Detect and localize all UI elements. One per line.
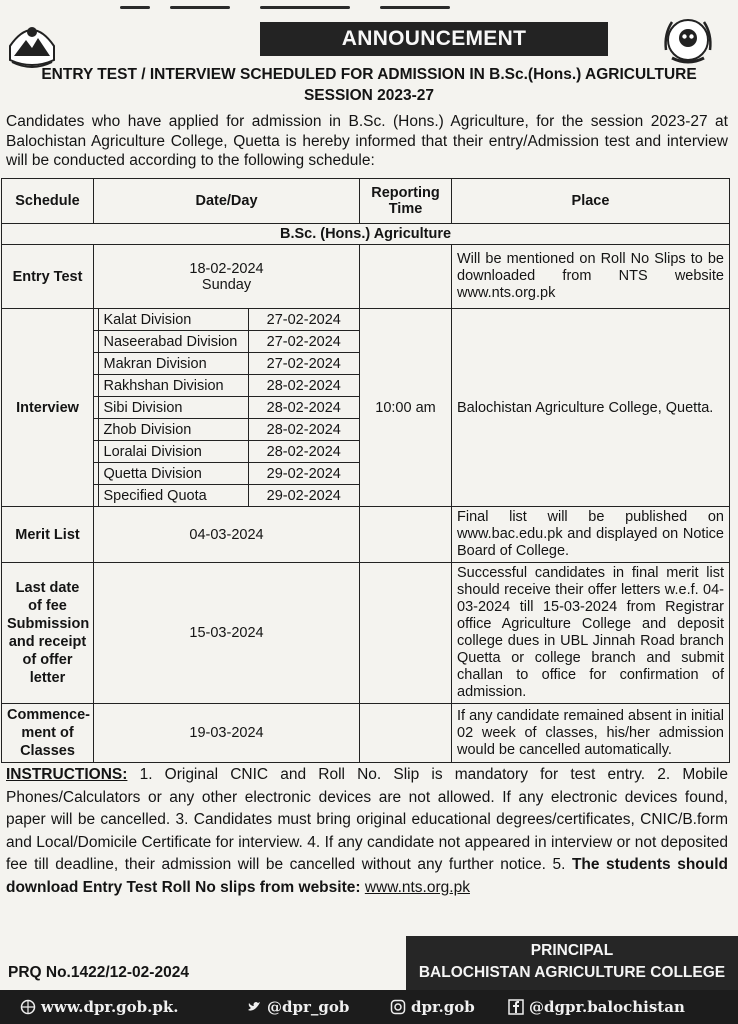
merit-list-place: Final list will be published on www.bac.edu.pk and displayed on Notice Board of College. bbox=[452, 507, 730, 563]
instructions-heading: INSTRUCTIONS: bbox=[6, 766, 128, 783]
signature-college: BALOCHISTAN AGRICULTURE COLLEGE bbox=[418, 964, 726, 981]
instructions-body: 1. Original CNIC and Roll No. Slip is mandatory for test entry. 2. Mobile Phones/Calculators or any other electronic devices are not allowed. If any electronic devices found, paper will be cancelled. 3. Candidates must bring original educational degrees/certificates, CNIC/B.form and Local/Domicile Certificate for interview. 4. If any candidate not appeared in interview or not deposited fee till deadline, their admission will be cancelled without any further notice. 5. bbox=[6, 766, 728, 873]
division-name: Sibi Division bbox=[98, 397, 248, 419]
division-row bbox=[94, 419, 359, 441]
division-row bbox=[94, 309, 359, 331]
division-name: Naseerabad Division bbox=[98, 331, 248, 353]
footer-instagram-text: dpr.gob bbox=[411, 998, 475, 1016]
footer-website[interactable] bbox=[20, 998, 178, 1016]
division-date: 28-02-2024 bbox=[248, 397, 359, 419]
subheader-row bbox=[2, 224, 730, 245]
footer-twitter[interactable] bbox=[246, 998, 349, 1016]
instructions-bold-tail: The students should download Entry Test Roll No slips from website: bbox=[6, 856, 728, 896]
merit-list-date: 04-03-2024 bbox=[94, 507, 360, 563]
footer-facebook[interactable] bbox=[508, 998, 685, 1016]
division-row bbox=[94, 331, 359, 353]
facebook-icon bbox=[508, 999, 524, 1015]
title-line-1: ENTRY TEST / INTERVIEW SCHEDULED FOR ADMISSION IN B.Sc.(Hons.) AGRICULTURE bbox=[41, 66, 697, 83]
program-subheader: B.Sc. (Hons.) Agriculture bbox=[2, 224, 730, 245]
division-name: Quetta Division bbox=[98, 463, 248, 485]
interview-row bbox=[2, 309, 730, 507]
division-row bbox=[94, 441, 359, 463]
fee-submission-place: Successful candidates in final merit list should receive their offer letters w.e.f. 04-03-2024 till 15-03-2024 from Registrar office Agriculture College and deposit college dues in UBL Jinnah Road branch Quetta or college branch and submit challan to office for confirmation of admission. bbox=[452, 563, 730, 704]
header-date: Date/Day bbox=[94, 179, 360, 224]
instructions-paragraph bbox=[6, 764, 728, 899]
division-date: 29-02-2024 bbox=[248, 485, 359, 507]
fee-submission-label: Last date of fee Submission and receipt of offer letter bbox=[2, 563, 94, 704]
fee-submission-date: 15-03-2024 bbox=[94, 563, 360, 704]
division-date: 29-02-2024 bbox=[248, 463, 359, 485]
division-date: 27-02-2024 bbox=[248, 309, 359, 331]
merit-list-row bbox=[2, 507, 730, 563]
intro-paragraph: Candidates who have applied for admission in B.Sc. (Hons.) Agriculture, for the session 2023-27 at Balochistan Agriculture College, Quetta is hereby informed that their entry/Admission test and interview will be conducted according to the following schedule: bbox=[6, 113, 728, 169]
division-date: 28-02-2024 bbox=[248, 441, 359, 463]
title-line-2: SESSION 2023-27 bbox=[303, 87, 435, 104]
division-name: Specified Quota bbox=[98, 485, 248, 507]
fee-submission-row bbox=[2, 563, 730, 704]
signature-block bbox=[406, 936, 738, 990]
division-name: Loralai Division bbox=[98, 441, 248, 463]
signature-title: PRINCIPAL bbox=[530, 942, 614, 959]
top-cropped-strip bbox=[0, 0, 738, 16]
fee-submission-time bbox=[360, 563, 452, 704]
right-college-logo bbox=[660, 12, 716, 68]
header-schedule: Schedule bbox=[2, 179, 94, 224]
division-row bbox=[94, 353, 359, 375]
interview-place: Balochistan Agriculture College, Quetta. bbox=[452, 309, 730, 507]
interview-label: Interview bbox=[2, 309, 94, 507]
table-header-row bbox=[2, 179, 730, 224]
classes-label: Commence-ment of Classes bbox=[2, 704, 94, 763]
announcement-banner: ANNOUNCEMENT bbox=[260, 22, 608, 56]
entry-test-place: Will be mentioned on Roll No Slips to be downloaded from NTS website www.nts.org.pk bbox=[452, 245, 730, 309]
division-name: Makran Division bbox=[98, 353, 248, 375]
division-name: Rakhshan Division bbox=[98, 375, 248, 397]
merit-list-label: Merit List bbox=[2, 507, 94, 563]
classes-time bbox=[360, 704, 452, 763]
globe-icon bbox=[20, 999, 36, 1015]
footer-website-text: www.dpr.gob.pk. bbox=[41, 998, 179, 1016]
division-date: 27-02-2024 bbox=[248, 331, 359, 353]
prq-number: PRQ No.1422/12-02-2024 bbox=[8, 964, 189, 981]
classes-row bbox=[2, 704, 730, 763]
division-date: 27-02-2024 bbox=[248, 353, 359, 375]
footer-twitter-text: @dpr_gob bbox=[267, 998, 350, 1016]
entry-test-day: Sunday bbox=[201, 276, 252, 293]
merit-list-time bbox=[360, 507, 452, 563]
entry-test-time bbox=[360, 245, 452, 309]
instagram-icon bbox=[390, 999, 406, 1015]
division-name: Kalat Division bbox=[98, 309, 248, 331]
schedule-table bbox=[1, 178, 730, 763]
division-date: 28-02-2024 bbox=[248, 375, 359, 397]
division-row bbox=[94, 375, 359, 397]
footer-facebook-text: @dgpr.balochistan bbox=[529, 998, 685, 1016]
division-row bbox=[94, 485, 359, 507]
twitter-icon bbox=[246, 999, 262, 1015]
division-row bbox=[94, 463, 359, 485]
header-place: Place bbox=[452, 179, 730, 224]
interview-time: 10:00 am bbox=[360, 309, 452, 507]
entry-test-row bbox=[2, 245, 730, 309]
announcement-title bbox=[0, 64, 738, 106]
division-date: 28-02-2024 bbox=[248, 419, 359, 441]
interview-divisions-cell bbox=[94, 309, 360, 507]
entry-test-label: Entry Test bbox=[2, 245, 94, 309]
header-reporting-time: Reporting Time bbox=[360, 179, 452, 224]
footer-bar bbox=[0, 990, 738, 1024]
footer-instagram[interactable] bbox=[390, 998, 475, 1016]
nts-website-link[interactable]: www.nts.org.pk bbox=[364, 878, 470, 896]
entry-test-date: 18-02-2024 bbox=[189, 260, 264, 277]
division-row bbox=[94, 397, 359, 419]
entry-test-date-cell bbox=[94, 245, 360, 309]
division-name: Zhob Division bbox=[98, 419, 248, 441]
classes-place: If any candidate remained absent in initial 02 week of classes, his/her admission would be cancelled automatically. bbox=[452, 704, 730, 763]
classes-date: 19-03-2024 bbox=[94, 704, 360, 763]
divisions-table bbox=[94, 309, 359, 506]
